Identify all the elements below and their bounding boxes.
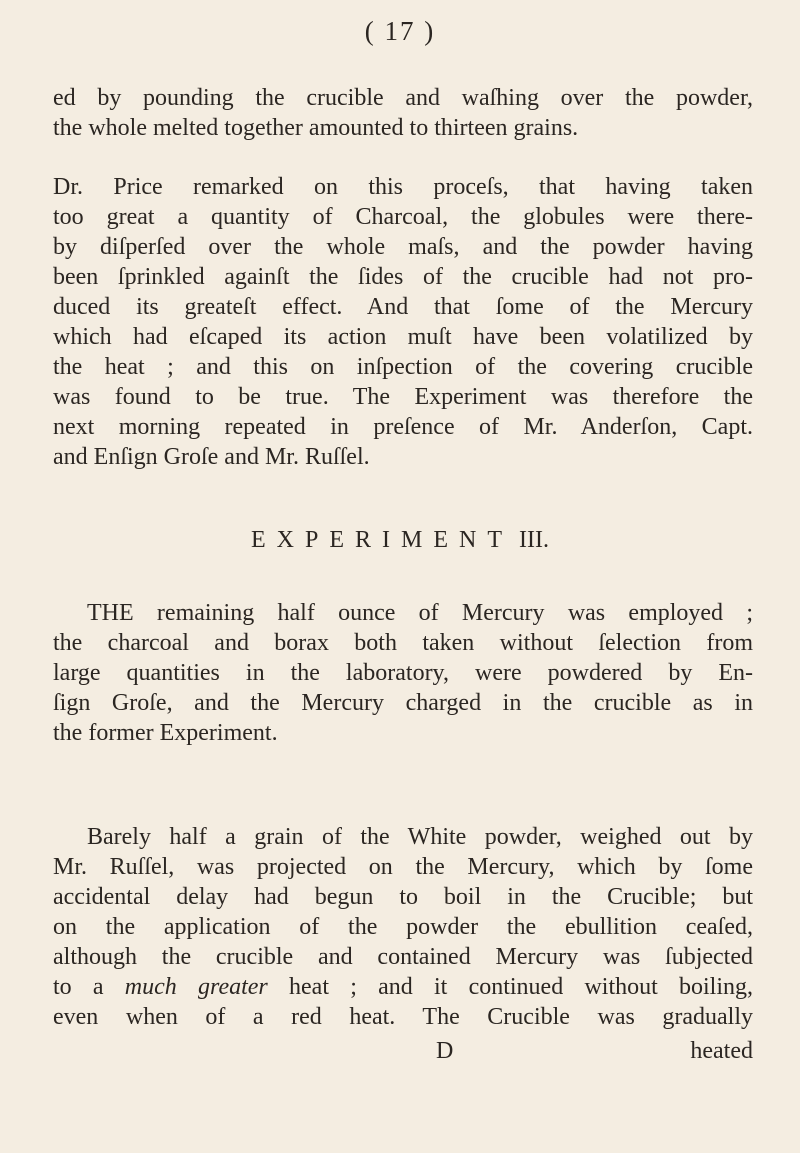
text-line: been ſprinkled againſt the ſides of the crucible had not pro- [53, 264, 753, 290]
paragraph-3 [53, 598, 753, 748]
page-number: ( 17 ) [364, 16, 436, 46]
paragraph-4 [53, 822, 753, 1032]
text-fragment: heat ; and it continued without boiling, [289, 974, 754, 1000]
text-line: the charcoal and borax both taken without ſelection from [53, 630, 753, 656]
heading-numeral: III. [519, 527, 549, 553]
text-line: on the application of the powder the ebullition ceaſed, [53, 914, 753, 940]
text-line: which had eſcaped its action muſt have been volatilized by [53, 324, 753, 350]
heading-word: EXPERIMENT [251, 527, 513, 553]
text-line: was found to be true. The Experiment was therefore the [53, 384, 753, 410]
page-footer [53, 1036, 753, 1066]
paragraph-2 [53, 172, 753, 472]
text-line: Dr. Price remarked on this proceſs, that having taken [53, 174, 753, 200]
text-line: although the crucible and contained Mercury was ſubjected [53, 944, 753, 970]
text-fragment: to a [53, 974, 104, 1000]
text-line: too great a quantity of Charcoal, the globules were there- [53, 204, 753, 230]
text-line: Mr. Ruſſel, was projected on the Mercury, which by ſome [53, 854, 753, 880]
signature-mark: D [436, 1038, 454, 1064]
text-line: duced its greateſt effect. And that ſome of the Mercury [53, 294, 753, 320]
text-line: accidental delay had begun to boil in the Crucible; but [53, 884, 753, 910]
text-line: Barely half a grain of the White powder, weighed out by [87, 824, 753, 850]
text-line: large quantities in the laboratory, were powdered by En- [53, 660, 753, 686]
text-line: the heat ; and this on inſpection of the covering crucible [53, 354, 753, 380]
text-line: next morning repeated in preſence of Mr. Anderſon, Capt. [53, 414, 753, 440]
text-line: and Enſign Groſe and Mr. Ruſſel. [53, 444, 370, 470]
text-line-with-emphasis [53, 972, 753, 1002]
text-line: the whole melted together amounted to thirteen grains. [53, 115, 579, 141]
text-line: ſign Groſe, and the Mercury charged in the crucible as in [53, 690, 753, 716]
section-heading [0, 525, 800, 555]
italic-emphasis: much greater [124, 974, 268, 1000]
text-line: by diſperſed over the whole maſs, and the powder having [53, 234, 753, 260]
text-line: even when of a red heat. The Crucible was gradually [53, 1004, 753, 1030]
paragraph-1 [53, 83, 753, 143]
text-line: ed by pounding the crucible and waſhing over the powder, [53, 85, 753, 111]
catchword: heated [690, 1038, 753, 1064]
text-line: the former Experiment. [53, 720, 278, 746]
text-line: THE remaining half ounce of Mercury was employed ; [87, 600, 753, 626]
